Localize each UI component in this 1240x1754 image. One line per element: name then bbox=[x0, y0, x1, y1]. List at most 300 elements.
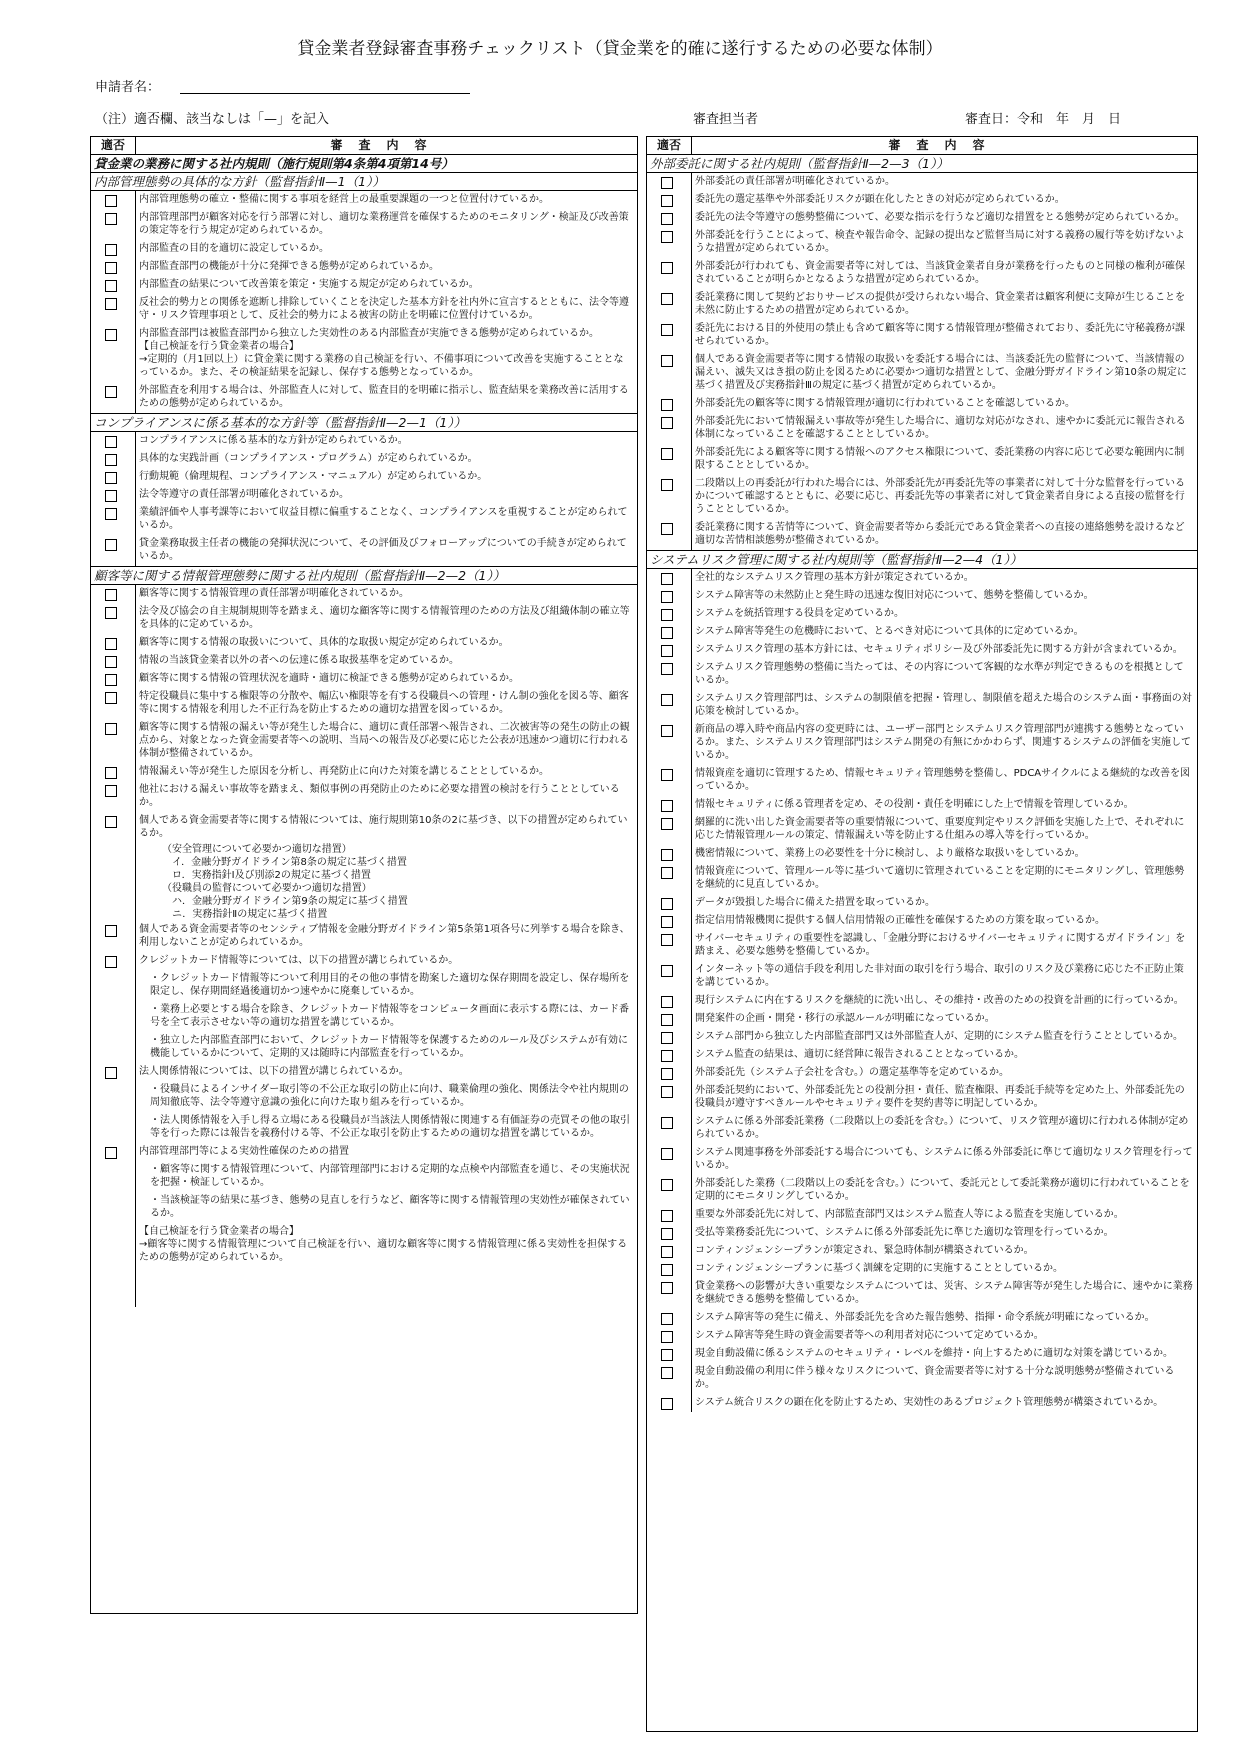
checkbox[interactable] bbox=[661, 1117, 673, 1129]
check-item-text: 現行システムに内在するリスクを継続的に洗い出し、その維持・改善のための投資を計画的に行っているか。 bbox=[695, 995, 1184, 1006]
checkbox[interactable] bbox=[661, 609, 673, 621]
result-cell bbox=[91, 921, 136, 952]
check-item-text: 特定役職員に集中する権限等の分散や、幅広い権限等を有する役職員への管理・けん制の強化を図る等、顧客等に関する情報を利用した不正行為を防止するための適切な措置を図っているか。 bbox=[139, 691, 629, 715]
checkbox[interactable] bbox=[105, 436, 117, 448]
result-cell bbox=[91, 652, 136, 670]
checkbox[interactable] bbox=[661, 916, 673, 928]
checklist-row bbox=[647, 173, 1197, 191]
check-item-text: 内部管理部門等による実効性確保のための措置 bbox=[139, 1146, 349, 1157]
checkbox[interactable] bbox=[661, 1282, 673, 1294]
checklist-row bbox=[647, 1175, 1197, 1206]
checkbox[interactable] bbox=[105, 244, 117, 256]
check-item-text: 情報資産について、管理ルール等に基づいて適切に管理されていることを定期的にモニタリングし、管理態勢を継続的に見直しているか。 bbox=[695, 866, 1185, 890]
check-item-text: 内部管理部門が顧客対応を行う部署に対し、適切な業務運営を確保するためのモニタリング・検証及び改善策の策定等を行う規定が定められているか。 bbox=[139, 212, 629, 236]
checkbox[interactable] bbox=[661, 417, 673, 429]
check-item-text: システムリスク管理態勢の整備に当たっては、その内容について客観的な水準が判定できるものを根拠としているか。 bbox=[695, 662, 1184, 686]
check-item-text: 外部委託が行われても、資金需要者等に対しては、当該貸金業者自身が業務を行ったものと同様の権利が確保されていることが明らかとなるような措置が定められているか。 bbox=[695, 261, 1185, 285]
check-item-text: 業績評価や人事考課等において収益目標に偏重することなく、コンプライアンスを重視することが定められているか。 bbox=[139, 507, 628, 531]
section-title: システムリスク管理に関する社内規則等（監督指針Ⅱ—2—4（1）） bbox=[647, 550, 1197, 569]
checkbox[interactable] bbox=[661, 645, 673, 657]
checkbox[interactable] bbox=[661, 573, 673, 585]
check-item-text: ハ．金融分野ガイドライン第9条の規定に基づく措置 bbox=[172, 896, 408, 907]
result-cell bbox=[91, 1192, 136, 1223]
checkbox[interactable] bbox=[105, 329, 117, 341]
result-cell bbox=[647, 1363, 692, 1394]
checkbox[interactable] bbox=[105, 785, 117, 797]
check-item-text: システムリスク管理の基本方針には、セキュリティポリシー及び外部委託先に関する方針が含まれているか。 bbox=[695, 644, 1183, 655]
result-cell bbox=[647, 721, 692, 765]
check-item-text: 網羅的に洗い出した資金需要者等の重要情報について、重要度判定やリスク評価を実施した上で、それぞれに応じた情報管理ルールの策定、情報漏えい等を防止する仕組みの導入等を行っているか。 bbox=[695, 817, 1185, 841]
checklist-row bbox=[647, 1327, 1197, 1345]
check-item-text: 行動規範（倫理規程、コンプライアンス・マニュアル）が定められているか。 bbox=[139, 471, 488, 482]
check-item-text: 外部委託先において情報漏えい事故等が発生した場合に、適切な対応がなされ、速やかに委託元に報告される体制になっていることを確認することとしているか。 bbox=[695, 416, 1186, 440]
checklist-row bbox=[647, 863, 1197, 894]
checkbox[interactable] bbox=[661, 663, 673, 675]
checklist-row bbox=[647, 519, 1197, 550]
section-title: 内部管理態勢の具体的な方針（監督指針Ⅱ—1（1）） bbox=[91, 173, 637, 191]
result-cell bbox=[647, 519, 692, 550]
result-cell bbox=[91, 882, 136, 895]
check-item-text: 外部委託した業務（二段階以上の委託を含む。）について、委託元として委託業務が適切に行われていることを定期的にモニタリングしているか。 bbox=[695, 1178, 1190, 1202]
check-item-text: 法令等遵守の責任部署が明確化されているか。 bbox=[139, 489, 349, 500]
checkbox[interactable] bbox=[661, 1228, 673, 1240]
checkbox[interactable] bbox=[661, 1264, 673, 1276]
checklist-row bbox=[647, 814, 1197, 845]
checklist-row bbox=[91, 895, 637, 908]
result-cell bbox=[91, 869, 136, 882]
result-cell bbox=[91, 1143, 136, 1161]
checklist-row bbox=[91, 432, 637, 450]
checkbox[interactable] bbox=[661, 818, 673, 830]
result-cell bbox=[647, 587, 692, 605]
checklist-row bbox=[647, 992, 1197, 1010]
checkbox[interactable] bbox=[661, 262, 673, 274]
check-item-text: ・業務上必要とする場合を除き、クレジットカード情報等をコンピュータ画面に表示する際には、カード番号を全て表示させない等の適切な措置を講じているか。 bbox=[150, 1004, 630, 1028]
checklist-row bbox=[647, 765, 1197, 796]
check-item-text: 全社的なシステムリスク管理の基本方針が策定されているか。 bbox=[695, 572, 974, 583]
checklist-row bbox=[91, 294, 637, 325]
check-item-text: ・クレジットカード情報等について利用目的その他の事情を勘案した適切な保存期間を設定し、保存場所を限定し、保存期間経過後適切かつ速やかに廃棄しているか。 bbox=[150, 973, 630, 997]
checklist-row bbox=[647, 444, 1197, 475]
result-cell bbox=[647, 1242, 692, 1260]
check-item-text: サイバーセキュリティの重要性を認識し、「金融分野におけるサイバーセキュリティに関するガイドライン」を踏まえ、必要な態勢を整備しているか。 bbox=[695, 933, 1186, 957]
checkbox[interactable] bbox=[105, 956, 117, 968]
col-header-result: 適否 bbox=[647, 137, 692, 154]
checklist-row bbox=[91, 1143, 637, 1161]
checklist-row bbox=[647, 1394, 1197, 1412]
checklist-row bbox=[647, 623, 1197, 641]
check-item-text: 外部委託先（システム子会社を含む。）の選定基準等を定めているか。 bbox=[695, 1067, 1009, 1078]
checklist-row bbox=[91, 1063, 637, 1081]
checkbox[interactable] bbox=[661, 591, 673, 603]
check-item-text: ・独立した内部監査部門において、クレジットカード情報等を保護するためのルール及びシステムが有効に機能しているかについて、定期的又は随時に内部監査を行っているか。 bbox=[150, 1035, 629, 1059]
checkbox[interactable] bbox=[105, 925, 117, 937]
checkbox[interactable] bbox=[661, 324, 673, 336]
right-body bbox=[647, 155, 1197, 1412]
checkbox[interactable] bbox=[661, 213, 673, 225]
result-cell bbox=[91, 1001, 136, 1032]
checkbox[interactable] bbox=[105, 454, 117, 466]
check-item-text: 情報セキュリティに係る管理者を定め、その役割・責任を明確にした上で情報を管理しているか。 bbox=[695, 799, 1134, 810]
result-cell bbox=[91, 209, 136, 240]
result-cell bbox=[91, 688, 136, 719]
checkbox[interactable] bbox=[661, 479, 673, 491]
result-cell bbox=[647, 845, 692, 863]
check-item-text: コンティンジェンシープランが策定され、緊急時体制が構築されているか。 bbox=[695, 1245, 1034, 1256]
check-item-text: 他社における漏えい事故等を踏まえ、類似事例の再発防止のために必要な措置の検討を行うこととしているか。 bbox=[139, 784, 620, 808]
checkbox[interactable] bbox=[105, 674, 117, 686]
check-item-text: システム障害等発生の危機時において、とるべき対応について具体的に定めているか。 bbox=[695, 626, 1084, 637]
checklist-row bbox=[91, 585, 637, 603]
checkbox[interactable] bbox=[661, 694, 673, 706]
check-item-text: 外部委託契約において、外部委託先との役割分担・責任、監査権限、再委託手続等を定めた上、外部委託先の役職員が遵守すべきルールやセキュリティ要件を契約書等に明記しているか。 bbox=[695, 1085, 1185, 1109]
result-cell bbox=[91, 1267, 136, 1307]
table-header bbox=[91, 137, 637, 155]
checkbox[interactable] bbox=[661, 898, 673, 910]
check-item-text: 外部委託先の顧客等に関する情報管理が適切に行われていることを確認しているか。 bbox=[695, 398, 1075, 409]
checklist-row bbox=[91, 240, 637, 258]
result-cell bbox=[91, 504, 136, 535]
check-item-text: ・役職員によるインサイダー取引等の不公正な取引の防止に向け、職業倫理の強化、関係法令や社内規則の周知徹底等、法令等遵守意識の強化に向けた取り組みを行っているか。 bbox=[150, 1084, 629, 1108]
review-date-label: 審査日：令和 年 月 日 bbox=[965, 112, 1122, 127]
checkbox[interactable] bbox=[661, 1331, 673, 1343]
check-item-text: システム統合リスクの顕在化を防止するため、実効性のあるプロジェクト管理態勢が構築されているか。 bbox=[695, 1397, 1164, 1408]
checkbox[interactable] bbox=[661, 849, 673, 861]
checkbox[interactable] bbox=[105, 767, 117, 779]
checkbox[interactable] bbox=[105, 589, 117, 601]
result-cell bbox=[91, 432, 136, 450]
check-item-text: 情報の当該貸金業者以外の者への伝達に係る取扱基準を定めているか。 bbox=[139, 655, 459, 666]
result-cell bbox=[91, 895, 136, 908]
result-cell bbox=[647, 605, 692, 623]
checkbox[interactable] bbox=[105, 723, 117, 735]
checkbox[interactable] bbox=[661, 399, 673, 411]
check-item-text: 委託先の法令等遵守の態勢整備について、必要な指示を行うなど適切な措置をとる態勢が定められているか。 bbox=[695, 212, 1185, 223]
checkbox[interactable] bbox=[661, 448, 673, 460]
checkbox[interactable] bbox=[661, 1050, 673, 1062]
checkbox[interactable] bbox=[105, 508, 117, 520]
result-cell bbox=[647, 444, 692, 475]
checkbox[interactable] bbox=[661, 523, 673, 535]
checklist-row bbox=[647, 641, 1197, 659]
result-cell bbox=[91, 294, 136, 325]
result-cell bbox=[91, 970, 136, 1001]
check-item-text: コンプライアンスに係る基本的な方針が定められているか。 bbox=[139, 435, 408, 446]
result-cell bbox=[647, 930, 692, 961]
checkbox[interactable] bbox=[661, 1349, 673, 1361]
checklist-row bbox=[91, 1001, 637, 1032]
check-item-text: 外部委託の責任部署が明確化されているか。 bbox=[695, 176, 895, 187]
checklist-row bbox=[91, 276, 637, 294]
checklist-row bbox=[647, 1345, 1197, 1363]
checklist-row bbox=[647, 587, 1197, 605]
checklist-row bbox=[91, 1192, 637, 1223]
checkbox[interactable] bbox=[105, 262, 117, 274]
checklist-row bbox=[647, 1144, 1197, 1175]
checkbox[interactable] bbox=[661, 1068, 673, 1080]
checkbox[interactable] bbox=[661, 1179, 673, 1191]
checklist-row bbox=[91, 1112, 637, 1143]
checklist-row bbox=[91, 970, 637, 1001]
left-checklist-table bbox=[90, 136, 638, 1614]
result-cell bbox=[91, 382, 136, 413]
checklist-row bbox=[91, 781, 637, 812]
result-cell bbox=[647, 351, 692, 395]
section-title: コンプライアンスに係る基本的な方針等（監督指針Ⅱ—2—1（1）） bbox=[91, 414, 637, 432]
check-item-text: （安全管理について必要かつ適切な措置） bbox=[162, 844, 352, 855]
checkbox[interactable] bbox=[661, 725, 673, 737]
checklist-row bbox=[91, 325, 637, 382]
result-cell bbox=[647, 1175, 692, 1206]
checkbox[interactable] bbox=[105, 213, 117, 225]
check-item-text: ニ．実務指針Ⅱの規定に基づく措置 bbox=[172, 909, 328, 920]
result-cell bbox=[647, 191, 692, 209]
checklist-row bbox=[647, 605, 1197, 623]
checklist-row bbox=[91, 869, 637, 882]
check-item-text: 内部監査部門は被監査部門から独立した実効性のある内部監査が実施できる態勢が定められているか。 【自己検証を行う貸金業者の場合】 →定期的（月1回以上）に貸金業に関する業務の自己検証を行い、不備事項について改善を実施することとなっているか。また、その検証結果を記録し、保存する態勢となっているか。 bbox=[139, 328, 624, 378]
check-item-text: ・法人関係情報を入手し得る立場にある役職員が当該法人関係情報に関連する有価証券の売買その他の取引等を行った際には報告を義務付ける等、不公正な取引を防止するための適切な措置を講じているか。 bbox=[150, 1115, 630, 1139]
checklist-row bbox=[91, 812, 637, 843]
result-cell bbox=[91, 258, 136, 276]
checklist-row bbox=[91, 603, 637, 634]
checklist-row bbox=[647, 209, 1197, 227]
result-cell bbox=[647, 1144, 692, 1175]
result-cell bbox=[91, 276, 136, 294]
check-item-text: 外部委託先による顧客等に関する情報へのアクセス権限について、委託業務の内容に応じて必要な範囲内に制限することとしているか。 bbox=[695, 447, 1185, 471]
checkbox[interactable] bbox=[661, 996, 673, 1008]
page-title: 貸金業者登録審査事務チェックリスト（貸金業を的確に遂行するための必要な体制） bbox=[297, 39, 943, 59]
checkbox[interactable] bbox=[661, 1148, 673, 1160]
result-cell bbox=[647, 227, 692, 258]
check-item-text: 受払等業務委託先について、システムに係る外部委託先に準じた適切な管理を行っているか。 bbox=[695, 1227, 1114, 1238]
check-item-text: 顧客等に関する情報の管理状況を適時・適切に検証できる態勢が定められているか。 bbox=[139, 673, 519, 684]
check-item-text: 委託業務に関する苦情等について、資金需要者等から委託元である貸金業者への直接の連絡態勢を設けるなど適切な苦情相談態勢が整備されているか。 bbox=[695, 522, 1185, 546]
check-item-text: システム障害等の未然防止と発生時の迅速な復旧対応について、態勢を整備しているか。 bbox=[695, 590, 1094, 601]
checklist-row bbox=[91, 382, 637, 414]
check-item-text: 情報資産を適切に管理するため、情報セキュリティ管理態勢を整備し、PDCAサイクルによる継続的な改善を図っているか。 bbox=[695, 768, 1190, 792]
checkbox[interactable] bbox=[661, 1246, 673, 1258]
checkbox[interactable] bbox=[661, 1210, 673, 1222]
result-cell bbox=[91, 1223, 136, 1267]
checklist-row bbox=[647, 258, 1197, 289]
check-item-text: 内部監査の目的を適切に設定しているか。 bbox=[139, 243, 329, 254]
left-body bbox=[91, 173, 637, 1307]
checklist-row bbox=[647, 690, 1197, 721]
checklist-row bbox=[91, 763, 637, 781]
checklist-row bbox=[647, 1260, 1197, 1278]
checklist-row bbox=[91, 843, 637, 856]
checklist-row bbox=[647, 1242, 1197, 1260]
checkbox[interactable] bbox=[105, 656, 117, 668]
result-cell bbox=[91, 763, 136, 781]
check-item-text: 重要な外部委託先に対して、内部監査部門又はシステム監査人等による監査を実施しているか。 bbox=[695, 1209, 1124, 1220]
checklist-row bbox=[91, 856, 637, 869]
checklist-row bbox=[647, 961, 1197, 992]
checklist-row bbox=[91, 450, 637, 468]
result-cell bbox=[91, 634, 136, 652]
result-cell bbox=[91, 908, 136, 921]
result-cell bbox=[647, 1260, 692, 1278]
checklist-row bbox=[647, 796, 1197, 814]
check-item-text: 委託業務に関して契約どおりサービスの提供が受けられない場合、貸金業者は顧客利便に支障が生じることを未然に防止するための措置が定められているか。 bbox=[695, 292, 1185, 316]
result-cell bbox=[647, 1327, 692, 1345]
check-item-text: （役職員の監督について必要かつ適切な措置） bbox=[162, 883, 372, 894]
checkbox[interactable] bbox=[105, 195, 117, 207]
result-cell bbox=[647, 796, 692, 814]
check-item-text: 顧客等に関する情報の漏えい等が発生した場合に、適切に責任部署へ報告され、二次被害等の発生の防止の観点から、対象となった資金需要者等への説明、当局への報告及び必要に応じた公表が迅速かつ適切に行われる体制が整備されているか。 bbox=[139, 722, 630, 759]
check-item-text: システム監査の結果は、適切に経営陣に報告されることとなっているか。 bbox=[695, 1049, 1024, 1060]
checklist-row bbox=[647, 395, 1197, 413]
checkbox[interactable] bbox=[105, 386, 117, 398]
checkbox[interactable] bbox=[105, 1067, 117, 1079]
checklist-row bbox=[647, 289, 1197, 320]
check-item-text: 個人である資金需要者等のセンシティブ情報を金融分野ガイドライン第5条第1項各号に列挙する場合を除き、利用しないことが定められているか。 bbox=[139, 924, 630, 948]
checklist-row bbox=[91, 670, 637, 688]
checkbox[interactable] bbox=[661, 231, 673, 243]
result-cell bbox=[647, 569, 692, 587]
checklist-row bbox=[647, 351, 1197, 395]
check-item-text: データが毀損した場合に備えた措置を取っているか。 bbox=[695, 897, 935, 908]
checkbox[interactable] bbox=[105, 638, 117, 650]
result-cell bbox=[91, 856, 136, 869]
result-cell bbox=[647, 413, 692, 444]
result-cell bbox=[91, 585, 136, 603]
checkbox[interactable] bbox=[105, 280, 117, 292]
checklist-row bbox=[647, 1010, 1197, 1028]
check-item-text: クレジットカード情報等については、以下の措置が講じられているか。 bbox=[139, 955, 459, 966]
check-item-text: 内部監査の結果について改善策を策定・実施する規定が定められているか。 bbox=[139, 279, 479, 290]
checkbox[interactable] bbox=[105, 1147, 117, 1159]
result-cell bbox=[647, 894, 692, 912]
check-item-text: 機密情報について、業務上の必要性を十分に検討し、より厳格な取扱いをしているか。 bbox=[695, 848, 1085, 859]
checklist-row bbox=[91, 921, 637, 952]
check-item-text: 委託先の選定基準や外部委託リスクが顕在化したときの対応が定められているか。 bbox=[695, 194, 1065, 205]
checklist-row bbox=[91, 535, 637, 567]
result-cell bbox=[647, 992, 692, 1010]
checklist-row bbox=[647, 475, 1197, 519]
result-cell bbox=[647, 1278, 692, 1309]
result-cell bbox=[647, 1064, 692, 1082]
checkbox[interactable] bbox=[661, 195, 673, 207]
checkbox[interactable] bbox=[105, 490, 117, 502]
result-cell bbox=[647, 1082, 692, 1113]
check-item-text: システムリスク管理部門は、システムの制限値を把握・管理し、制限値を超えた場合のシステム面・事務面の対応策を検討しているか。 bbox=[695, 693, 1192, 717]
result-cell bbox=[91, 952, 136, 970]
result-cell bbox=[647, 1046, 692, 1064]
checkbox[interactable] bbox=[661, 769, 673, 781]
result-cell bbox=[91, 719, 136, 763]
checklist-row bbox=[647, 1363, 1197, 1394]
check-item-text: 顧客等に関する情報管理の責任部署が明確化されているか。 bbox=[139, 588, 409, 599]
checklist-row bbox=[91, 1161, 637, 1192]
check-item-text: ロ．実務指針Ⅰ及び別添2の規定に基づく措置 bbox=[172, 870, 371, 881]
result-cell bbox=[91, 603, 136, 634]
check-item-text: 開発案件の企画・開発・移行の承認ルールが明確になっているか。 bbox=[695, 1013, 995, 1024]
check-item-text: 個人である資金需要者等に関する情報の取扱いを委託する場合には、当該委託先の監督について、当該情報の漏えい、滅失又はき損の防止を図るために必要かつ適切な措置として、金融分野ガイドライン第10条の規定に基づく措置及び実務指針Ⅲの規定に基づく措置が定められているか。 bbox=[695, 354, 1187, 391]
main-section-title: 貸金業の業務に関する社内規則（施行規則第4条第4項第14号） bbox=[91, 155, 637, 173]
checkbox[interactable] bbox=[661, 177, 673, 189]
check-item-text: 内部監査部門の機能が十分に発揮できる態勢が定められているか。 bbox=[139, 261, 439, 272]
checklist-row bbox=[647, 1278, 1197, 1309]
result-cell bbox=[91, 240, 136, 258]
check-item-text: 委託先における目的外使用の禁止も含めて顧客等に関する情報管理が整備されており、委託先に守秘義務が課せられているか。 bbox=[695, 323, 1185, 347]
check-item-text: システム障害等発生時の資金需要者等への利用者対応について定めているか。 bbox=[695, 1330, 1044, 1341]
checklist-row bbox=[91, 468, 637, 486]
check-item-text: 二段階以上の再委託が行われた場合には、外部委託先が再委託先等の事業者に対して十分な監督を行っているかについて確認するとともに、必要に応じ、再委託先等の事業者に対して貸金業者自身による直接の監督を行うこととしているか。 bbox=[695, 478, 1185, 515]
col-header-content: 審査内容 bbox=[888, 138, 1001, 152]
checklist-row bbox=[647, 1028, 1197, 1046]
result-cell bbox=[91, 325, 136, 382]
checkbox[interactable] bbox=[661, 965, 673, 977]
checklist-row bbox=[647, 721, 1197, 765]
checklist-row bbox=[647, 191, 1197, 209]
check-item-text: 外部監査を利用する場合は、外部監査人に対して、監査目的を明確に指示し、監査結果を業務改善に活用するための態勢が定められているか。 bbox=[139, 385, 629, 409]
section-title: 外部委託に関する社内規則（監督指針Ⅱ—2—3（1）） bbox=[647, 155, 1197, 173]
result-cell bbox=[647, 475, 692, 519]
checkbox[interactable] bbox=[661, 800, 673, 812]
checkbox[interactable] bbox=[661, 867, 673, 879]
checkbox[interactable] bbox=[661, 355, 673, 367]
result-cell bbox=[647, 765, 692, 796]
result-cell bbox=[647, 863, 692, 894]
check-item-text: 現金自動設備に係るシステムのセキュリティ・レベルを維持・向上するために適切な対策を講じているか。 bbox=[695, 1348, 1173, 1359]
checkbox[interactable] bbox=[661, 1398, 673, 1410]
checklist-row bbox=[647, 1309, 1197, 1327]
result-cell bbox=[91, 812, 136, 843]
check-item-text: 現金自動設備の利用に伴う様々なリスクについて、資金需要者等に対する十分な説明態勢が整備されているか。 bbox=[695, 1366, 1175, 1390]
checkbox[interactable] bbox=[661, 1086, 673, 1098]
checklist-row bbox=[647, 1206, 1197, 1224]
checkbox[interactable] bbox=[105, 692, 117, 704]
result-cell bbox=[647, 1224, 692, 1242]
result-cell bbox=[647, 320, 692, 351]
col-header-content: 審査内容 bbox=[330, 138, 443, 152]
result-cell bbox=[647, 641, 692, 659]
check-item-text: イ．金融分野ガイドライン第8条の規定に基づく措置 bbox=[172, 857, 407, 868]
checkbox[interactable] bbox=[661, 1014, 673, 1026]
checkbox[interactable] bbox=[661, 1367, 673, 1379]
check-item-text: 指定信用情報機関に提供する個人信用情報の正確性を確保するための方策を取っているか。 bbox=[695, 915, 1105, 926]
result-cell bbox=[647, 623, 692, 641]
checkbox[interactable] bbox=[661, 1032, 673, 1044]
checklist-row bbox=[647, 1224, 1197, 1242]
applicant-name-field[interactable] bbox=[180, 93, 470, 94]
checkbox[interactable] bbox=[661, 1313, 673, 1325]
checkbox[interactable] bbox=[105, 298, 117, 310]
result-cell bbox=[647, 1309, 692, 1327]
checklist-row bbox=[91, 1081, 637, 1112]
checklist-row bbox=[91, 258, 637, 276]
checkbox[interactable] bbox=[105, 816, 117, 828]
result-cell bbox=[91, 1032, 136, 1063]
checklist-row bbox=[91, 952, 637, 970]
checkbox[interactable] bbox=[105, 539, 117, 551]
checkbox[interactable] bbox=[661, 627, 673, 639]
checklist-row bbox=[91, 908, 637, 921]
checklist-row bbox=[91, 504, 637, 535]
checkbox[interactable] bbox=[661, 293, 673, 305]
checkbox[interactable] bbox=[661, 934, 673, 946]
checkbox[interactable] bbox=[105, 607, 117, 619]
result-cell bbox=[91, 670, 136, 688]
result-cell bbox=[647, 659, 692, 690]
checklist-row bbox=[91, 486, 637, 504]
result-cell bbox=[91, 1081, 136, 1112]
checklist-row bbox=[647, 894, 1197, 912]
result-cell bbox=[91, 843, 136, 856]
checkbox[interactable] bbox=[105, 472, 117, 484]
result-cell bbox=[647, 173, 692, 191]
